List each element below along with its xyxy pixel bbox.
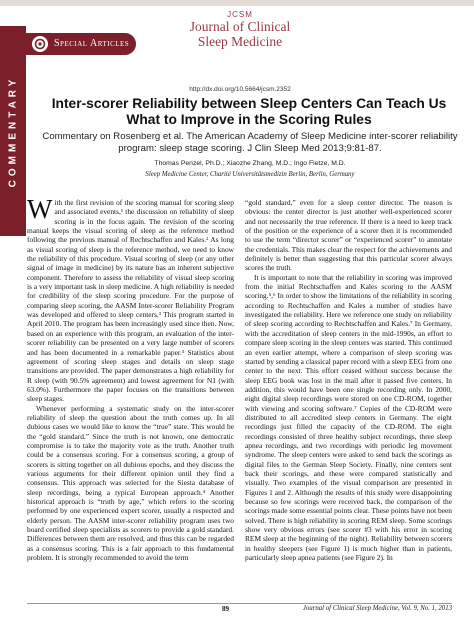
subtitle-line-2: program: sleep stage scoring. J Clin Sleep Med 2013;9:81-87. xyxy=(118,142,382,154)
journal-name-line1: Journal of Clinical xyxy=(189,19,291,34)
title-line-1: Inter-scorer Reliability between Sleep Centers Can Teach Us xyxy=(51,96,447,111)
doi-link[interactable]: http://dx.doi.org/10.5664/jcsm.2352 xyxy=(189,86,291,93)
section-type-label: COMMENTARY xyxy=(7,75,19,187)
subtitle-line-1: Commentary on Rosenberg et al. The American Academy of Sleep Medicine inter-scorer reliability xyxy=(42,131,458,142)
author-affiliation: Sleep Medicine Center, Charité Universitätsmedizin Berlin, Berlin, Germany xyxy=(145,171,355,178)
article-badge-icon xyxy=(32,36,48,52)
author-list: Thomas Penzel, Ph.D.; Xiaozhe Zhang, M.D.; Ingo Fietze, M.D. xyxy=(154,160,346,167)
special-articles-tab xyxy=(26,33,136,55)
header-band xyxy=(0,0,474,6)
journal-name-line2: Sleep Medicine xyxy=(197,34,283,49)
body-paragraph xyxy=(27,198,234,404)
body-paragraph: “gold standard,” even for a sleep center director. The reason is obvious: the center director is just another well-experienced scorer and not necessarily the true reference. If there is a need to keep track of the position or the experience of a scorer then it is recommended to use the term “director scorer” or “experienced scorer” to annotate the credentials. This makes clear the respect for the achievements and definitely is better than suggesting that this particular scorer always scores the truth. xyxy=(245,198,452,273)
body-column-right xyxy=(245,198,452,602)
title-line-2: What to Improve in the Scoring Rules xyxy=(126,112,372,127)
body-paragraph: It is important to note that the reliability in scoring was improved from the initial Rechtschaffen and Kales scoring to the AASM scoring.⁵,⁶ In order to show the limitations of the reliability in scoring according to Rechtschaffen and Kales a number of studies have investigated the reliability. Here we reference one study on reliability of sleep scoring according to Rechtschaffen and Kales.⁷ In Germany, with the accreditation of sleep centers in the mid-1990s, an effort to compare sleep scoring in the sleep centers was started. This continued an even earlier attempt, where a comparison of sleep scoring was started by sending a classical paper record with a sleep EEG from one center to the next. This effort ceased without success because the sleep EEG book was lost in the mail after it passed five centers. In addition, this would have been one single recording only. In 2000, eight digital sleep recordings were stored on one CD-ROM, together with viewing and scoring software.⁷ Copies of the CD-ROM were distributed to all accredited sleep centers in Germany. The eight recordings just filled the capacity of the CD-ROM. The eight recordings consisted of three healthy subject recordings, three sleep apnea recordings, and two recordings with periodic leg movement syndrome. The sleep centers were asked to send back the scorings as digital files to the German Sleep Society. Finally, nine centers sent back their scorings, and these were compared statistically and visually. Two examples of the visual comparison are presented in Figures 1 and 2. Although the results of this study were disappointing because so few scorings were received back, the comparison of the scorings made some essential points clear. These points have not been solved. There is high reliability in scoring REM sleep. Some scorings show very obvious errors (see scorer #3 with his error in scoring REM sleep at the beginning of the night). Reliability between scorers in healthy sleepers (see Figure 1) is much higher than in patients, particularly sleep apnea patients (see Figure 2). In xyxy=(245,272,452,563)
special-articles-label: Special Articles xyxy=(54,38,130,49)
journal-abbrev: JCSM xyxy=(227,10,253,19)
commentary-sidebar-label xyxy=(0,26,26,236)
body-column-left xyxy=(27,198,234,602)
article-subtitle xyxy=(40,131,460,154)
page-number: 89 xyxy=(222,605,229,613)
journal-citation: Journal of Clinical Sleep Medicine, Vol. 9, No. 1, 2013 xyxy=(302,605,452,612)
paragraph-text: ith the first revision of the scoring manual for scoring sleep and associated events,¹ the discussion on reliability of sleep scoring is in the focus again. The revision of the scoring manual keeps the visual scoring of sleep as the reference method following the previous manual of Rechtschaffen and Kales.² As long as visual scoring of sleep is the reference method, we need to know the reliability of this procedure. Visual scoring of sleep (or any other signal of image in medicine) by its nature has an inherent subjective component. Therefore to assess the reliability of visual sleep scoring is a very important task in sleep medicine. A high reliability is needed for credibility of the sleep scoring procedure. For the purpose of comparing sleep scoring, the AASM Inter-scorer Reliability Program was developed and offered to sleep centers.³ This program started in April 2010. The program has been increasingly used since then. Now, based on an experience with this program, an evaluation of the inter-scorer reliability can be presented on a very large number of scorers and has been documented in a remarkable paper.³ Statistics about agreement of scoring sleep stages and details on sleep stage transitions are provided. The paper demonstrates a high reliability for R sleep (with 90.5% agreement) and lowest agreement for N1 (with 63.0%). Furthermore the paper focuses on the transitions between sleep stages. xyxy=(27,198,234,404)
drop-cap: W xyxy=(27,198,53,224)
article-title xyxy=(36,96,462,128)
footer-divider xyxy=(27,603,452,604)
body-paragraph: Whenever performing a systematic study on the inter-scorer reliability of sleep the question about the truth comes up. In all dubious cases we would like to know the “true” state. This would be the “gold standard.” Since the truth is not known, one democratic compromise is to take the majority vote as the truth. Another truth could be a consensus scoring. For a consensus scoring, a group of scorers is sitting together on all dubious epochs, and they discuss the various arguments for their different opinion until they find a consensus. This approach was selected for the Siesta database of sleep recordings, being a typical European approach.⁴ Another historical approach is “truth by age,” which refers to the scoring performed by one experienced expert scorer, usually a respected and elderly person. The AASM inter-scorer reliability program uses two board certified sleep specialists as scorers to provide a gold standard. Differences between them are resolved, and thus this can be regarded as a consensus scoring. This is a fair approach to this fundamental problem. It is strongly recommended to avoid the term xyxy=(27,403,234,563)
journal-logo xyxy=(160,10,320,49)
